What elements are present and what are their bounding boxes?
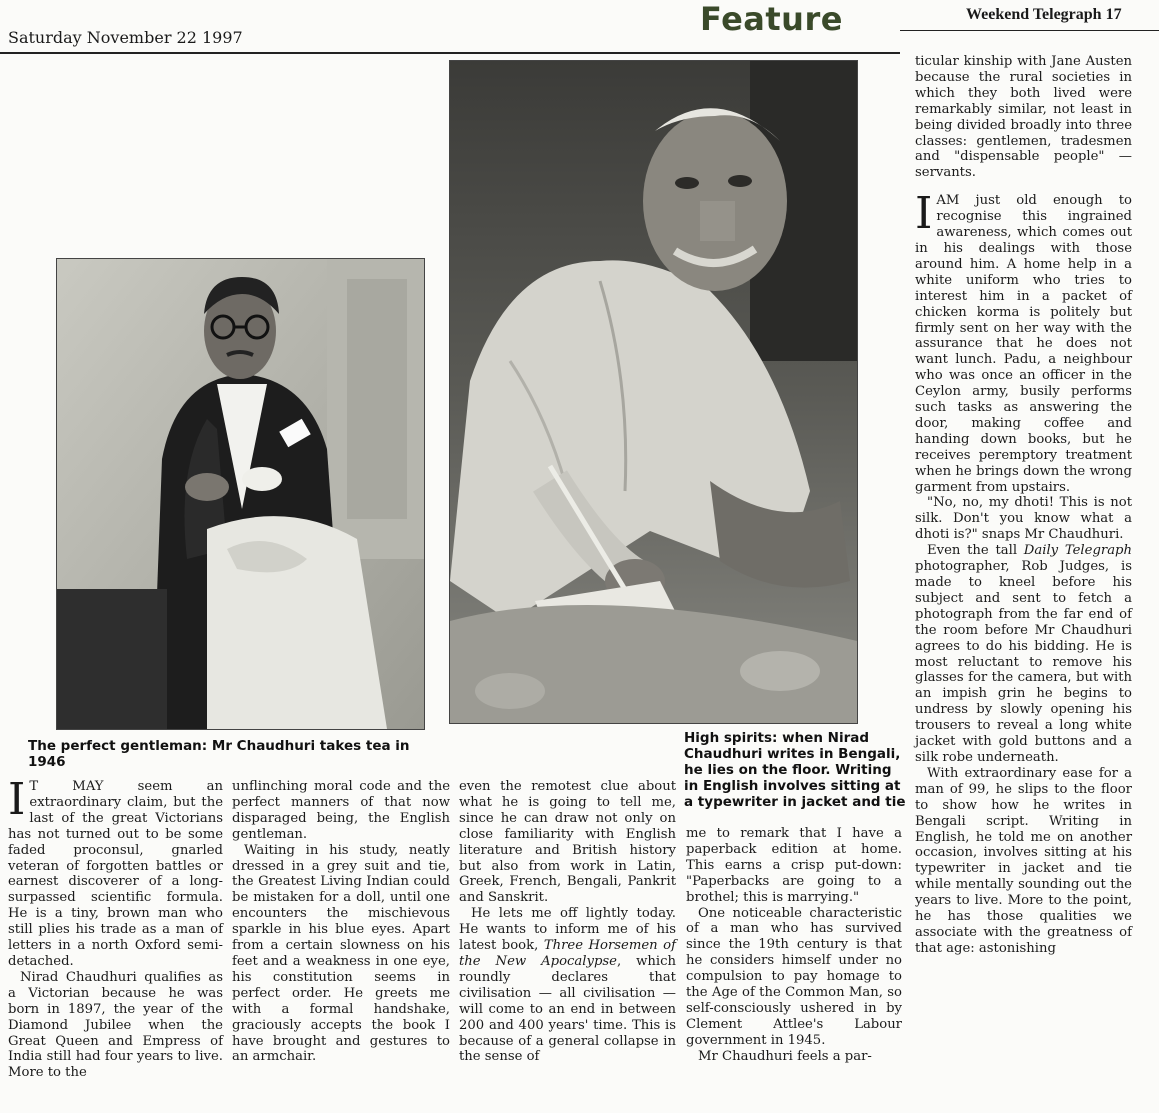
paragraph-text: He lets me off lightly today. He wants to inform me of his latest book, [459,906,676,954]
paragraph-text: T MAY seem an extraordinary claim, but the last of the great Victorians has not turned out to be some faded proconsul, gnarled veteran of forgotten battles or earnest discoverer of a long-surpassed scientific formula. He is a tiny, brown man who still plies his trade as a man of letters in a north Oxford semi-detached. [8,779,223,969]
caption-left: The perfect gentleman: Mr Chaudhuri takes tea in 1946 [28,738,410,770]
photo-tea-1946 [56,258,425,730]
paragraph: Mr Chaudhuri feels a par- [698,1048,872,1064]
paragraph: "No, no, my dhoti! This is not silk. Don't you know what a dhoti is?" snaps Mr Chaudhuri. [915,495,1132,543]
paragraph: One noticeable characteristic of a man who has survived since the 19th century is that he considers himself under no compulsion to pay homage to the Age of the Common Man, so self-consciously ushered in by Clement Attlee's Labour government in 1945. [686,905,902,1048]
article-column-3 [459,779,676,1065]
article-column-5 [915,54,1132,957]
photo-writing-floor [449,60,858,724]
paragraph-text: Even the tall [927,543,1024,559]
paragraph [8,774,223,970]
paragraph: ticular kinship with Jane Austen because the rural societies in which they both lived were remarkably similar, not least in being divided broadly into three classes: gentlemen, tradesmen and "dispensable people" — servants. [915,54,1132,181]
paragraph-text: photographer, Rob Judges, is made to kneel before his subject and sent to fetch a photograph from the far end of the room before Mr Chaudhuri agrees to do his bidding. He is most reluctant to remove his glasses for the camera, but with an impish grin he begins to undress by slowly opening his trousers to reveal a long white jacket with gold buttons and a silk robe underneath. [915,559,1132,765]
paragraph: unflinching moral code and the perfect manners of that now disparaged being, the English gentleman. [232,779,450,842]
publication-name: Daily Telegraph [1023,543,1132,559]
header-rule [0,52,900,54]
article-column-4 [686,826,902,1065]
masthead: Weekend Telegraph 17 [966,6,1122,23]
paragraph-text: AM just old enough to recognise this ingrained awareness, which comes out in his dealings with those around him. A home help in a white uniform who tries to interest him in a packet of chicken korma is politely but firmly sent on her way with the assurance that he does not want lunch. Padu, a neighbour who was once an officer in the Ceylon army, busily performs such tasks as answering the door, making coffee and handing down books, but he receives peremptory treatment when he brings down the wrong garment from upstairs. [915,193,1132,495]
paragraph: Nirad Chaudhuri qualifies as a Victorian because he was born in 1897, the year of the Diamond Jubilee when the Great Queen and Empress of India still had four years to live. More to the [8,969,223,1081]
paragraph-text: , which roundly declares that civilisation — all civilisation — will come to an end in between 200 and 400 years' time. This is because of a general collapse in the sense of [459,953,676,1065]
drop-cap: I [915,188,933,240]
article-column-1 [8,774,223,1081]
paragraph [459,906,676,1065]
photo-writing-floor-image [450,61,857,723]
paragraph: With extraordinary ease for a man of 99, he slips to the floor to show how he writes in Bengali script. Writing in English, he told me on another occasion, involves sitting at his typewriter in jacket and tie while mentally sounding out the years to live. More to the point, he has those qualities we associate with the greatness of that age: astonishing [915,765,1132,956]
paragraph [915,543,1132,766]
section-title: Feature [700,0,843,38]
book-title: Three Horsemen of the New Apocalypse [459,938,677,969]
paragraph: me to remark that I have a paperback edition at home. This earns a crisp put-down: "Paperbacks are going to a brothel; this is marrying." [686,826,902,905]
issue-date: Saturday November 22 1997 [8,28,243,47]
caption-right: High spirits: when Nirad Chaudhuri writes in Bengali, he lies on the floor. Writing in English involves sitting at a typewriter in jacket and tie [684,730,906,810]
paragraph: Waiting in his study, neatly dressed in a grey suit and tie, the Greatest Living Indian could be mistaken for a doll, until one encounters the mischievous sparkle in his blue eyes. Apart from a certain slowness on his feet and a weakness in one eye, his constitution seems in perfect order. He greets me with a formal handshake, graciously accepts the book I have brought and gestures to an armchair. [232,842,450,1065]
drop-cap: I [8,774,26,825]
paragraph [915,188,1132,495]
header-rule-right [900,30,1159,31]
photo-tea-1946-image [57,259,424,729]
article-column-2 [232,779,450,1065]
paragraph: even the remotest clue about what he is going to tell me, since he can draw not only on close familiarity with English literature and British history but also from work in Latin, Greek, French, Bengali, Pankrit and Sanskrit. [459,779,676,906]
